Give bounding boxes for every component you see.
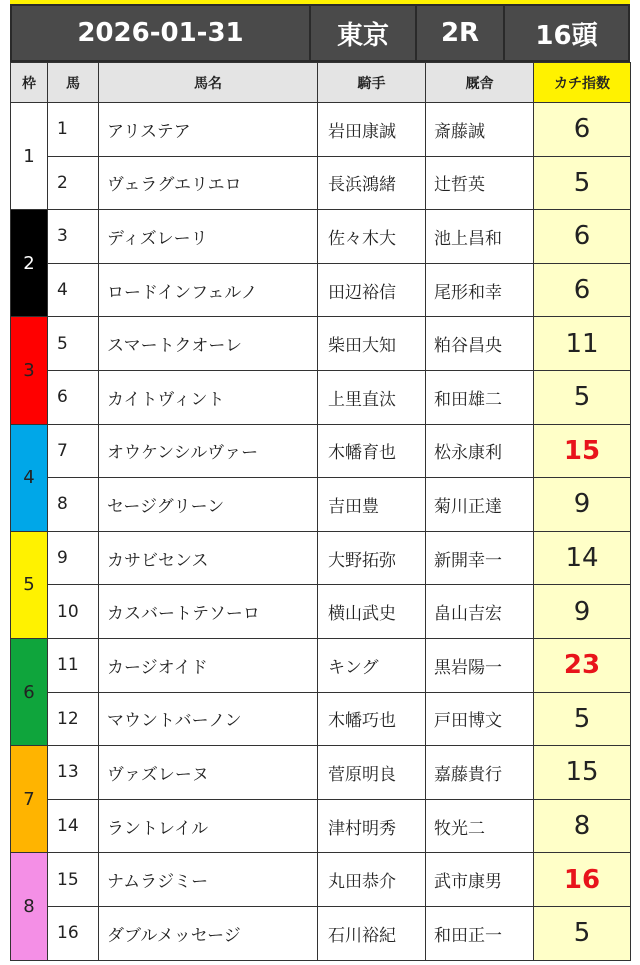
kachi-index: 15 [534,424,631,478]
horse-number: 15 [48,853,99,907]
horse-name: スマートクオーレ [99,317,318,371]
trainer-name: 菊川正達 [426,478,534,532]
horse-name: ヴェラグエリエロ [99,156,318,210]
trainer-name: 辻哲英 [426,156,534,210]
horse-number: 12 [48,692,99,746]
jockey-name: 柴田大知 [318,317,426,371]
table-row [11,317,631,371]
kachi-index: 23 [534,638,631,692]
frame-number-6: 6 [11,638,48,745]
horse-number: 2 [48,156,99,210]
trainer-name: 畠山吉宏 [426,585,534,639]
jockey-name: 岩田康誠 [318,103,426,157]
col-header-waku: 枠 [11,63,48,103]
jockey-name: 長浜鴻緒 [318,156,426,210]
horse-name: ロードインフェルノ [99,263,318,317]
table-row [11,370,631,424]
table-row [11,210,631,264]
frame-number-7: 7 [11,746,48,853]
trainer-name: 武市康男 [426,853,534,907]
table-row [11,853,631,907]
trainer-name: 牧光二 [426,799,534,853]
jockey-name: 石川裕紀 [318,906,426,960]
table-row [11,692,631,746]
jockey-name: 木幡育也 [318,424,426,478]
table-row [11,638,631,692]
table-row [11,799,631,853]
trainer-name: 松永康利 [426,424,534,478]
kachi-index: 8 [534,799,631,853]
horse-name: カイトヴィント [99,370,318,424]
frame-number-2: 2 [11,210,48,317]
kachi-index: 5 [534,906,631,960]
entries-table [10,62,631,961]
kachi-index: 9 [534,585,631,639]
trainer-name: 戸田博文 [426,692,534,746]
horse-number: 1 [48,103,99,157]
horse-number: 11 [48,638,99,692]
kachi-index: 5 [534,692,631,746]
horse-name: ダブルメッセージ [99,906,318,960]
horse-name: カサビセンス [99,531,318,585]
frame-number-8: 8 [11,853,48,960]
kachi-index: 6 [534,263,631,317]
table-row [11,103,631,157]
horse-name: ヴァズレーヌ [99,746,318,800]
kachi-index: 5 [534,370,631,424]
horse-number: 6 [48,370,99,424]
jockey-name: 横山武史 [318,585,426,639]
race-number: 2R [440,18,480,48]
horse-number: 7 [48,424,99,478]
table-row [11,531,631,585]
frame-number-3: 3 [11,317,48,424]
kachi-index: 6 [534,103,631,157]
table-row [11,263,631,317]
race-card [10,0,630,962]
kachi-index: 6 [534,210,631,264]
horse-name: カスバートテソーロ [99,585,318,639]
horse-number: 5 [48,317,99,371]
table-row [11,424,631,478]
runner-count: 16頭 [535,20,598,51]
jockey-name: 田辺裕信 [318,263,426,317]
trainer-name: 粕谷昌央 [426,317,534,371]
horse-name: マウントバーノン [99,692,318,746]
table-row [11,906,631,960]
horse-name: アリステア [99,103,318,157]
col-header-jockey: 騎手 [318,63,426,103]
jockey-name: 佐々木大 [318,210,426,264]
trainer-name: 斎藤誠 [426,103,534,157]
jockey-name: 大野拓弥 [318,531,426,585]
horse-number: 16 [48,906,99,960]
horse-number: 9 [48,531,99,585]
col-header-trainer: 厩舎 [426,63,534,103]
col-header-horse: 馬名 [99,63,318,103]
kachi-index: 14 [534,531,631,585]
col-header-index: カチ指数 [534,63,631,103]
jockey-name: 吉田豊 [318,478,426,532]
horse-number: 14 [48,799,99,853]
horse-number: 3 [48,210,99,264]
table-header-row [11,63,631,103]
trainer-name: 和田雄二 [426,370,534,424]
jockey-name: 津村明秀 [318,799,426,853]
frame-number-5: 5 [11,531,48,638]
horse-number: 13 [48,746,99,800]
horse-name: ナムラジミー [99,853,318,907]
jockey-name: 菅原明良 [318,746,426,800]
frame-number-1: 1 [11,103,48,210]
horse-name: セージグリーン [99,478,318,532]
trainer-name: 和田正一 [426,906,534,960]
horse-number: 8 [48,478,99,532]
trainer-name: 池上昌和 [426,210,534,264]
kachi-index: 15 [534,746,631,800]
trainer-name: 尾形和幸 [426,263,534,317]
kachi-index: 9 [534,478,631,532]
horse-number: 10 [48,585,99,639]
trainer-name: 新開幸一 [426,531,534,585]
kachi-index: 5 [534,156,631,210]
table-row [11,746,631,800]
frame-number-4: 4 [11,424,48,531]
trainer-name: 嘉藤貴行 [426,746,534,800]
jockey-name: 上里直汰 [318,370,426,424]
kachi-index: 16 [534,853,631,907]
horse-number: 4 [48,263,99,317]
race-date: 2026-01-31 [77,18,244,48]
table-row [11,156,631,210]
jockey-name: キング [318,638,426,692]
race-venue: 東京 [336,20,389,51]
jockey-name: 丸田恭介 [318,853,426,907]
col-header-umaban: 馬 [48,63,99,103]
horse-name: ラントレイル [99,799,318,853]
kachi-index: 11 [534,317,631,371]
table-row [11,478,631,532]
horse-name: オウケンシルヴァー [99,424,318,478]
horse-name: カージオイド [99,638,318,692]
horse-name: ディズレーリ [99,210,318,264]
table-row [11,585,631,639]
trainer-name: 黒岩陽一 [426,638,534,692]
race-header [10,4,630,62]
jockey-name: 木幡巧也 [318,692,426,746]
